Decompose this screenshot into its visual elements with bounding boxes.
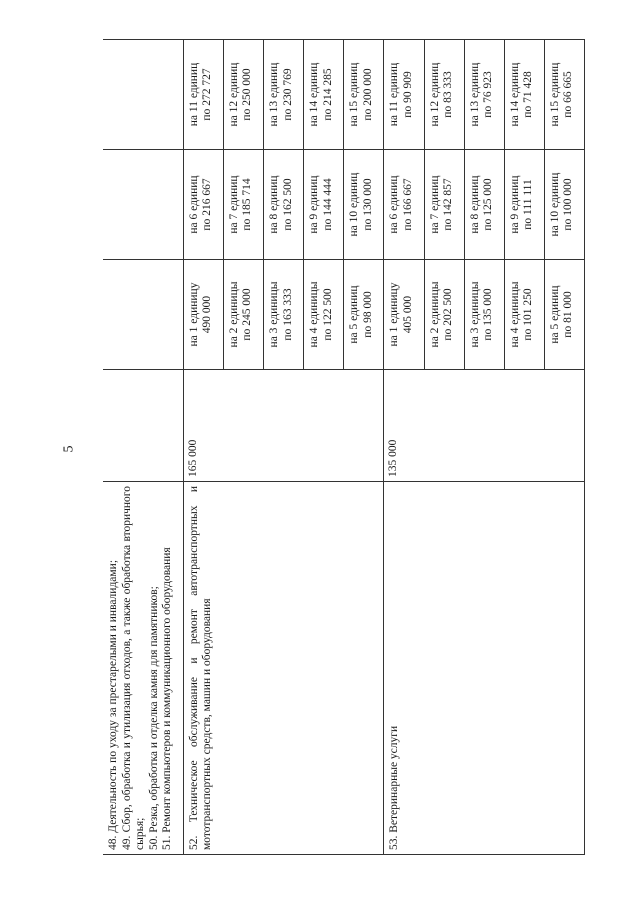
- unit-cell: на 15 единиц по 66 665: [544, 40, 584, 150]
- rotated-table-page: [103, 40, 585, 855]
- activity-cell: 52. Техническое обслуживание и ремонт автотранспортных и мототранспортных средств, машин и оборудования: [183, 482, 384, 855]
- unit-cell: на 12 единиц по 83 333: [424, 40, 464, 150]
- table-row: [183, 40, 223, 855]
- unit-cell: на 4 единицы по 101 250: [504, 260, 544, 370]
- unit-cell: на 5 единиц по 98 000: [344, 260, 384, 370]
- intro-item: 49. Сбор, обработка и утилизация отходов, а также обработка вторичного сырья;: [120, 486, 146, 850]
- intro-unit-cell: [103, 260, 183, 370]
- tariff-table: [103, 39, 585, 855]
- unit-cell: на 10 единиц по 130 000: [344, 150, 384, 260]
- unit-cell: на 9 единиц по 144 444: [304, 150, 344, 260]
- unit-cell: на 2 единицы по 245 000: [223, 260, 263, 370]
- unit-cell: на 11 единиц по 272 727: [183, 40, 223, 150]
- unit-cell: на 2 единицы по 202 500: [424, 260, 464, 370]
- activity-cell: 53. Ветеринарные услуги: [384, 482, 585, 855]
- unit-cell: на 8 единиц по 162 500: [264, 150, 304, 260]
- unit-cell: на 5 единиц по 81 000: [544, 260, 584, 370]
- unit-cell: на 7 единиц по 185 714: [223, 150, 263, 260]
- unit-cell: на 6 единиц по 216 667: [183, 150, 223, 260]
- unit-cell: на 1 единицу 405 000: [384, 260, 424, 370]
- unit-cell: на 8 единиц по 125 000: [464, 150, 504, 260]
- intro-item: 51. Ремонт компьютеров и коммуникационного оборудования: [161, 547, 173, 850]
- intro-amount-cell: [103, 370, 183, 482]
- unit-cell: на 7 единиц по 142 857: [424, 150, 464, 260]
- unit-cell: на 4 единицы по 122 500: [304, 260, 344, 370]
- unit-cell: на 11 единиц по 90 909: [384, 40, 424, 150]
- unit-cell: на 3 единицы по 163 333: [264, 260, 304, 370]
- unit-cell: на 13 единиц по 230 769: [264, 40, 304, 150]
- unit-cell: на 12 единиц по 250 000: [223, 40, 263, 150]
- unit-cell: на 9 единиц по 111 111: [504, 150, 544, 260]
- unit-cell: на 13 единиц по 76 923: [464, 40, 504, 150]
- unit-cell: на 15 единиц по 200 000: [344, 40, 384, 150]
- unit-cell: на 14 единиц по 214 285: [304, 40, 344, 150]
- intro-item: 50. Резка, обработка и отделка камня для памятников;: [147, 586, 160, 850]
- unit-cell: на 1 единицу 490 000: [183, 260, 223, 370]
- amount-cell: 165 000: [183, 370, 384, 482]
- page-number: 5: [61, 445, 77, 453]
- intro-row: [103, 40, 183, 855]
- intro-item: 48. Деятельность по уходу за престарелыми и инвалидами;: [107, 559, 119, 850]
- unit-cell: на 10 единиц по 100 000: [544, 150, 584, 260]
- amount-cell: 135 000: [384, 370, 585, 482]
- unit-cell: на 6 единиц по 166 667: [384, 150, 424, 260]
- unit-cell: на 3 единицы по 135 000: [464, 260, 504, 370]
- intro-unit-cell: [103, 150, 183, 260]
- intro-unit-cell: [103, 40, 183, 150]
- intro-activities-cell: [103, 482, 183, 855]
- table-row: [384, 40, 424, 855]
- unit-cell: на 14 единиц по 71 428: [504, 40, 544, 150]
